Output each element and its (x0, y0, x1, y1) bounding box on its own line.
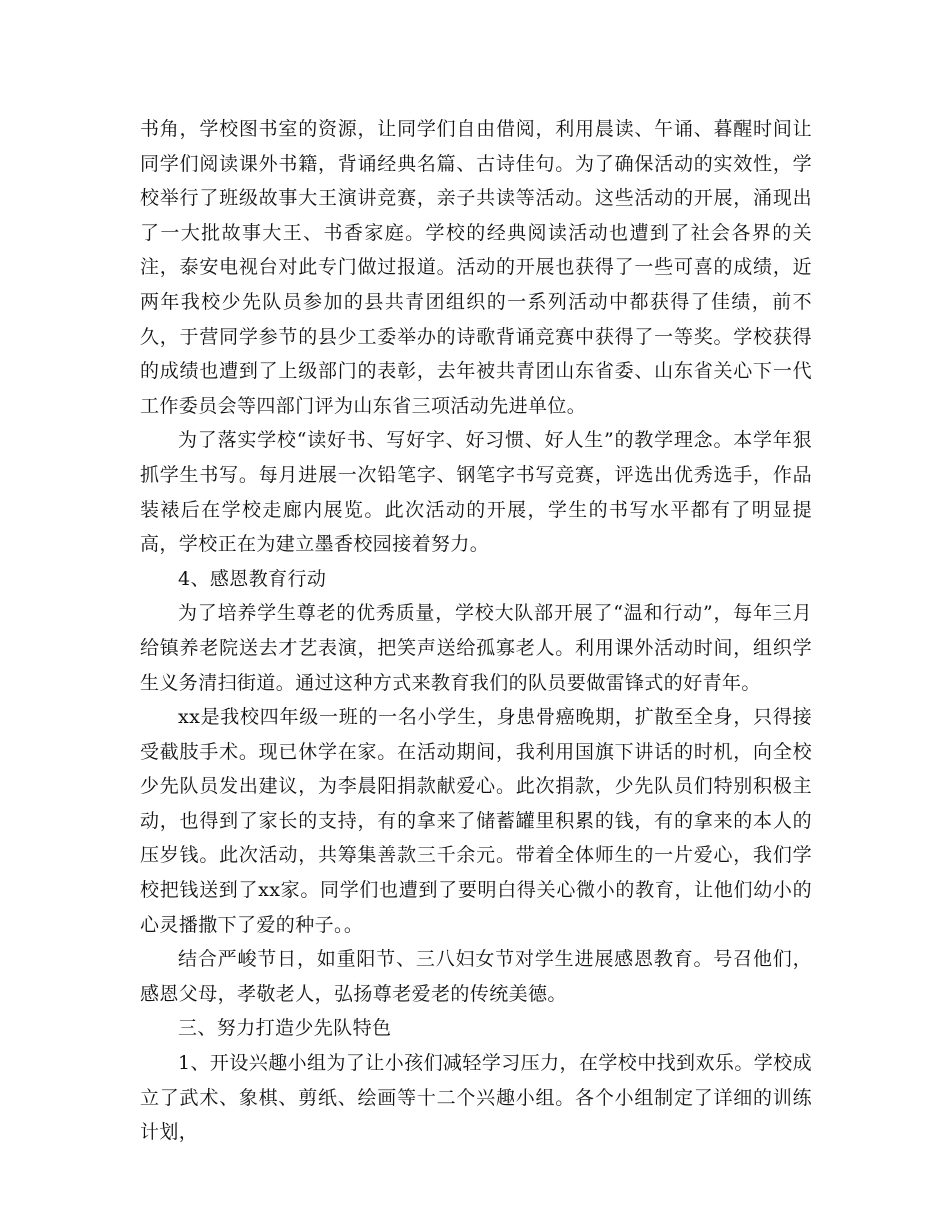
paragraph-donation: xx是我校四年级一班的一名小学生，身患骨癌晚期，扩散至全身，只得接受截肢手术。现已休学在家。在活动期间，我利用国旗下讲话的时机，向全校少先队员发出建议，为李晨阳捐款献爱心。此次捐款，少先队员们特别积极主动，也得到了家长的支持，有的拿来了储蓄罐里积累的钱，有的拿来的本人的压岁钱。此次活动，共筹集善款三千余元。带着全体师生的一片爱心，我们学校把钱送到了xx家。同学们也遭到了要明白得关心微小的教育，让他们幼小的心灵播撒下了爱的种子。。 (140, 706, 812, 936)
section-heading-gratitude-education: 4、感恩教育行动 (178, 567, 327, 590)
section-heading-pioneer-features: 三、努力打造少先队特色 (178, 1017, 392, 1040)
paragraph-interest-groups: 1、开设兴趣小组为了让小孩们减轻学习压力，在学校中找到欢乐。学校成立了武术、象棋、剪纸、绘画等十二个兴趣小组。各个小组制定了详细的训练计划， (140, 1052, 812, 1144)
paragraph-handwriting: 为了落实学校“读好书、写好字、好习惯、好人生”的教学理念。本学年狠抓学生书写。每月进展一次铅笔字、钢笔字书写竞赛，评选出优秀选手，作品装裱后在学校走廊内展览。此次活动的开展，学生的书写水平都有了明显提高，学校正在为建立墨香校园接着努力。 (140, 429, 812, 556)
document-body (140, 112, 812, 1150)
paragraph-festival-education: 结合严峻节日，如重阳节、三八妇女节对学生进展感恩教育。号召他们，感恩父母，孝敬老人，弘扬尊老爱老的传统美德。 (140, 948, 812, 1005)
paragraph-library-reading: 书角，学校图书室的资源，让同学们自由借阅，利用晨读、午诵、暮醒时间让同学们阅读课外书籍，背诵经典名篇、古诗佳句。为了确保活动的实效性，学校举行了班级故事大王演讲竞赛，亲子共读等活动。这些活动的开展，涌现出了一大批故事大王、书香家庭。学校的经典阅读活动也遭到了社会各界的关注，泰安电视台对此专门做过报道。活动的开展也获得了一些可喜的成绩，近两年我校少先队员参加的县共青团组织的一系列活动中都获得了佳绩，前不久，于营同学参节的县少工委举办的诗歌背诵竞赛中获得了一等奖。学校获得的成绩也遭到了上级部门的表彰，去年被共青团山东省委、山东省关心下一代工作委员会等四部门评为山东省三项活动先进单位。 (140, 118, 812, 417)
paragraph-elderly-care: 为了培养学生尊老的优秀质量，学校大队部开展了“温和行动”，每年三月给镇养老院送去才艺表演，把笑声送给孤寡老人。利用课外活动时间，组织学生义务清扫街道。通过这种方式来教育我们的队员要做雷锋式的好青年。 (140, 602, 812, 694)
